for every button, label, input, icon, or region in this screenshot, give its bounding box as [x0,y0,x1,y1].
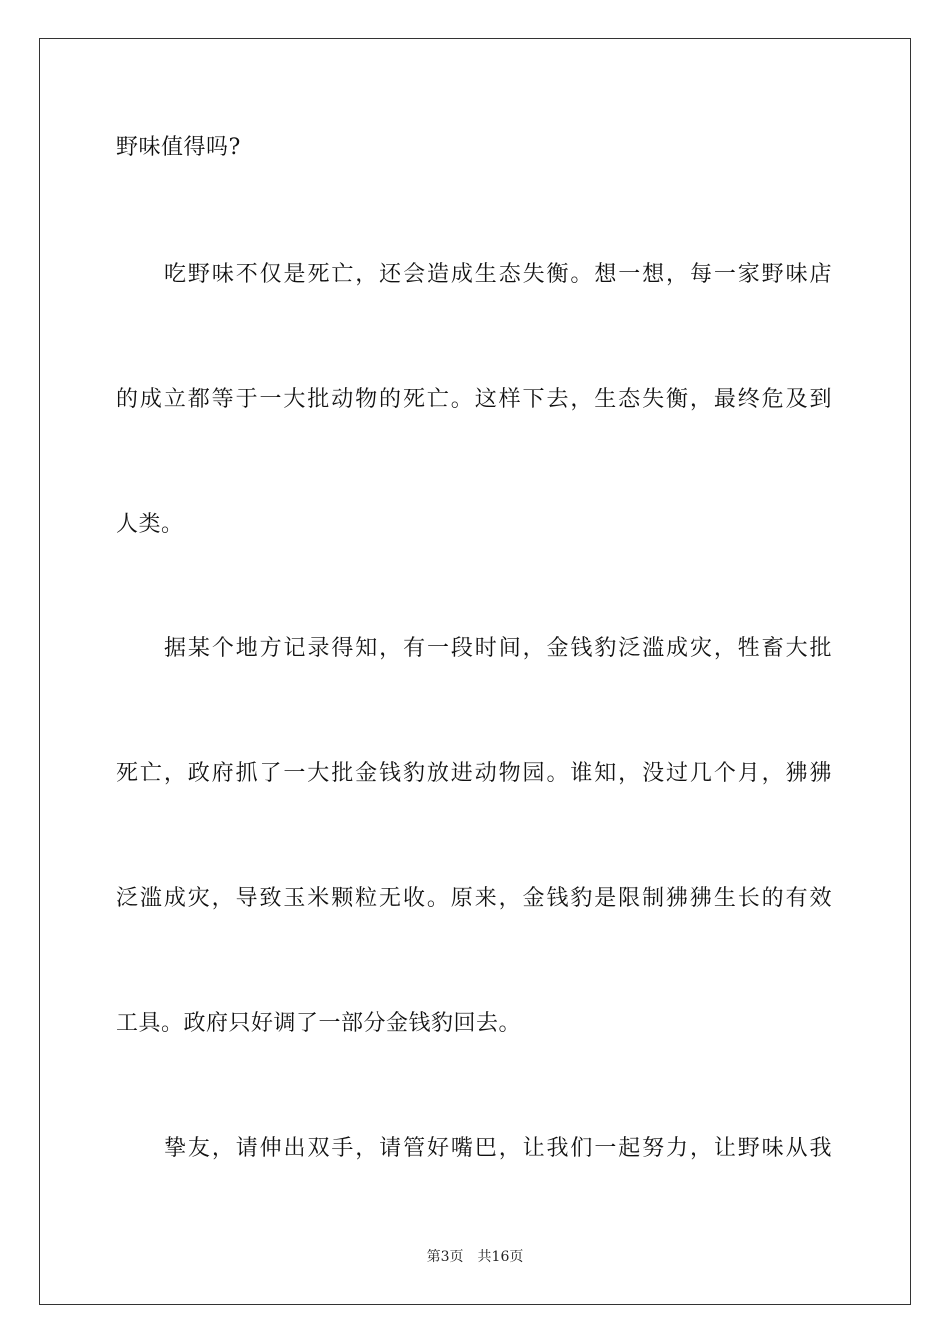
page-border [39,38,911,1305]
text-line-8: 工具。政府只好调了一部分金钱豹回去。 [116,1011,522,1036]
page-total: 共16页 [477,1249,524,1265]
text-line-4: 人类。 [116,512,184,537]
text-line-2: 吃野味不仅是死亡，还会造成生态失衡。想一想，每一家野味店 [164,262,832,287]
page-number: 第3页 [426,1249,464,1265]
text-line-3: 的成立都等于一大批动物的死亡。这样下去，生态失衡，最终危及到 [116,387,832,412]
text-line-6: 死亡，政府抓了一大批金钱豹放进动物园。谁知，没过几个月，狒狒 [116,761,832,786]
text-line-9: 挚友，请伸出双手，请管好嘴巴，让我们一起努力，让野味从我 [164,1136,832,1161]
text-line-5: 据某个地方记录得知，有一段时间，金钱豹泛滥成灾，牲畜大批 [164,636,832,661]
page-footer [0,1248,950,1266]
text-line-1: 野味值得吗? [116,135,241,160]
text-line-7: 泛滥成灾，导致玉米颗粒无收。原来，金钱豹是限制狒狒生长的有效 [116,886,832,911]
